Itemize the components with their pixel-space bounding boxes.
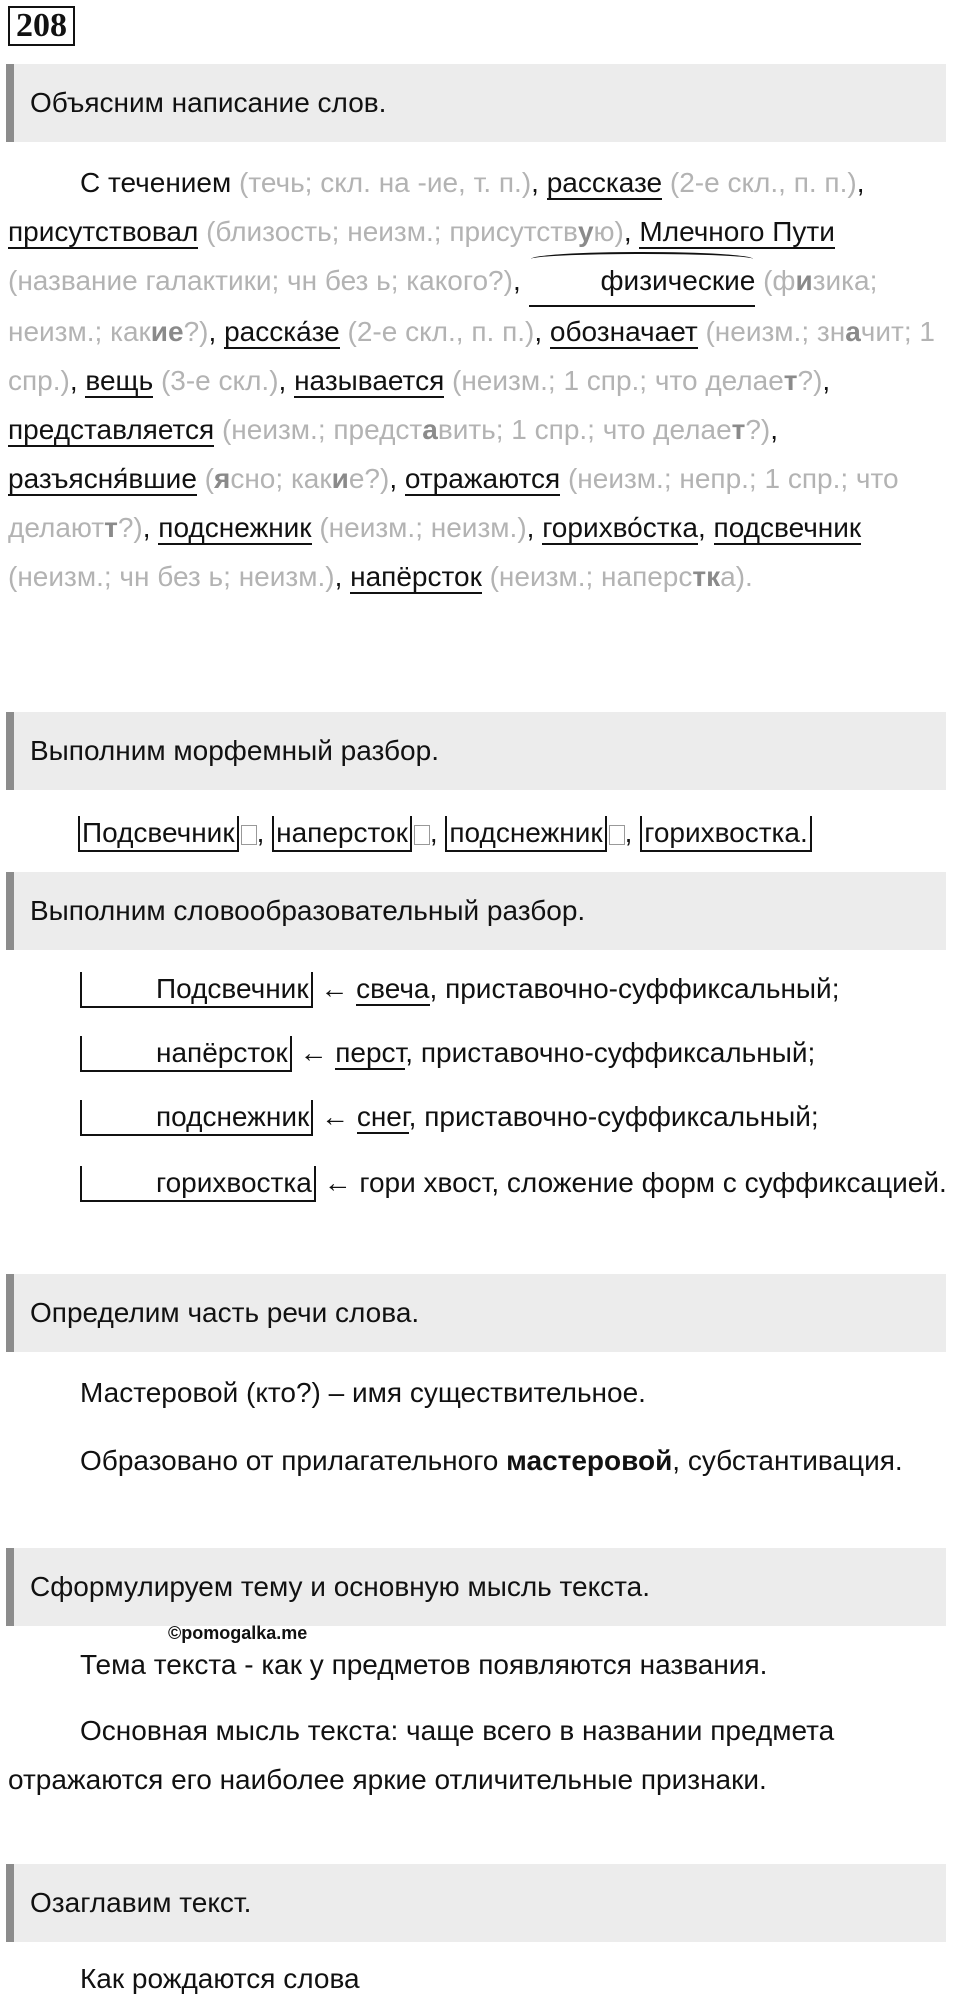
wordform-line-4 [8, 1158, 953, 1207]
section-header-text: Сформулируем тему и основную мысль текста. [30, 1571, 651, 1602]
word-13: подснежник [158, 512, 312, 543]
arrow-icon: ← [321, 1101, 350, 1132]
word-5: физические [529, 256, 756, 307]
morph-word-3: подснежник [445, 816, 606, 852]
word-16: напёрсток [350, 561, 482, 592]
section-header-text: Выполним морфемный разбор. [30, 735, 439, 766]
section-header-wordform [6, 872, 946, 950]
null-ending-icon [241, 825, 257, 845]
note-8: (3-е скл.) [160, 365, 279, 396]
note-15: (неизм.; чн без ь; неизм.) [8, 561, 335, 592]
word-10: представляется [8, 414, 215, 445]
word-6: расска́зе [224, 316, 340, 347]
note-1: (течь; скл. на -ие, т. п.) [239, 167, 532, 198]
pos-text: Образовано от прилагательного [80, 1445, 507, 1476]
word-12: отражаются [404, 463, 561, 494]
note-7: (неизм.; значит; 1 спр.) [8, 316, 935, 396]
explain-paragraph: С течением (течь; скл. на -ие, т. п.), рассказе (2-е скл., п. п.), присутствовал (близость; неизм.; присутствую), Млечного Пути (название галактики; чн без ь; какого?), физические (физика; неизм.; какие?), расска́зе (2-е скл., п. п.), обозначает (неизм.; значит; 1 спр.), вещь (3-е скл.), называется (неизм.; 1 спр.; что делает?), представляется (неизм.; представить; 1 спр.; что делает?), разъясня́вшие (ясно; какие?), отражаются (неизм.; непр.; 1 спр.; что делаютт?), подснежник (неизм.; неизм.), горихво́стка, подсвечник (неизм.; чн без ь; неизм.), напёрсток (неизм.; наперстка). [8, 167, 935, 592]
section-header-text: Озаглавим текст. [30, 1887, 252, 1918]
wf-word: напёрсток [80, 1036, 292, 1072]
wordform-line-2 [8, 1028, 953, 1077]
copyright-text: ©pomogalka.me [168, 1623, 308, 1643]
morph-word-1: Подсвечник [78, 816, 239, 852]
word-2: рассказе [546, 167, 663, 198]
wf-rest: , приставочно-суффиксальный; [405, 1037, 816, 1068]
wf-base: снег [356, 1101, 409, 1132]
note-16: (неизм.; наперстка). [489, 561, 753, 592]
arrow-icon: ← [299, 1037, 328, 1068]
morph-word-4: горихвостка. [640, 816, 812, 852]
word-8: вещь [85, 365, 154, 396]
note-9: (неизм.; 1 спр.; что делает?) [452, 365, 823, 396]
task-number: 208 [8, 6, 75, 46]
word-9: называется [294, 365, 445, 396]
pos-line-2 [8, 1436, 953, 1485]
wf-rest: , приставочно-суффиксальный; [408, 1101, 819, 1132]
word-14: горихво́стка [542, 512, 698, 543]
section-header-morph [6, 712, 946, 790]
theme-line: Тема текста - как у предметов появляются названия. [80, 1649, 768, 1680]
null-ending-icon [414, 825, 430, 845]
section-header-text: Объясним написание слов. [30, 87, 387, 118]
note-11: (ясно; какие?) [204, 463, 390, 494]
arrow-icon: ← [320, 973, 349, 1004]
word-1: С течением [80, 167, 232, 198]
note-3: (близость; неизм.; присутствую) [206, 216, 624, 247]
null-ending-icon [609, 825, 625, 845]
word-7: обозначает [549, 316, 698, 347]
section-header-theme [6, 1548, 946, 1626]
word-11: разъясня́вшие [8, 463, 197, 494]
wf-word: горихвостка [80, 1166, 316, 1202]
note-6: (2-е скл., п. п.) [347, 316, 535, 347]
wordform-line-3 [8, 1092, 953, 1141]
pos-line-1: Мастеровой (кто?) – имя существительное. [80, 1377, 646, 1408]
note-12: (неизм.; непр.; 1 спр.; что делаютт?) [8, 463, 899, 543]
section-header-explain [6, 64, 946, 142]
wf-word: Подсвечник [80, 972, 313, 1008]
word-15: подсвечник [713, 512, 862, 543]
section-header-pos [6, 1274, 946, 1352]
wf-rest: , приставочно-суффиксальный; [429, 973, 840, 1004]
wf-word: подснежник [80, 1100, 313, 1136]
word-3: присутствовал [8, 216, 199, 247]
morph-line: Подсвечник , наперсток , подснежник , горихвостка. [78, 808, 958, 857]
title-answer: Как рождаются слова [80, 1963, 360, 1994]
note-5: (физика; неизм.; какие?) [8, 265, 878, 347]
section-header-text: Определим часть речи слова. [30, 1297, 420, 1328]
wf-base: свеча [356, 973, 430, 1004]
section-header-text: Выполним словообразовательный разбор. [30, 895, 586, 926]
note-10: (неизм.; представить; 1 спр.; что делает?) [221, 414, 771, 445]
note-13: (неизм.; неизм.) [319, 512, 527, 543]
note-2: (2-е скл., п. п.) [669, 167, 857, 198]
main-idea: Основная мысль текста: чаще всего в названии предмета отражаются его наиболее яркие отличительные признаки. [8, 1715, 835, 1795]
morph-word-2: наперсток [272, 816, 412, 852]
wf-base: гори хвост [359, 1167, 492, 1198]
note-4: (название галактики; чн без ь; какого?) [8, 265, 513, 296]
pos-bold-word: мастеровой [506, 1445, 673, 1476]
arrow-icon: ← [323, 1167, 352, 1198]
wf-rest: , сложение форм с суффиксацией. [491, 1167, 947, 1198]
pos-text: , субстантивация. [672, 1445, 903, 1476]
word-4: Млечного Пути [639, 216, 835, 247]
wf-base: перст [335, 1037, 406, 1068]
wordform-line-1 [8, 964, 953, 1013]
section-header-title [6, 1864, 946, 1942]
